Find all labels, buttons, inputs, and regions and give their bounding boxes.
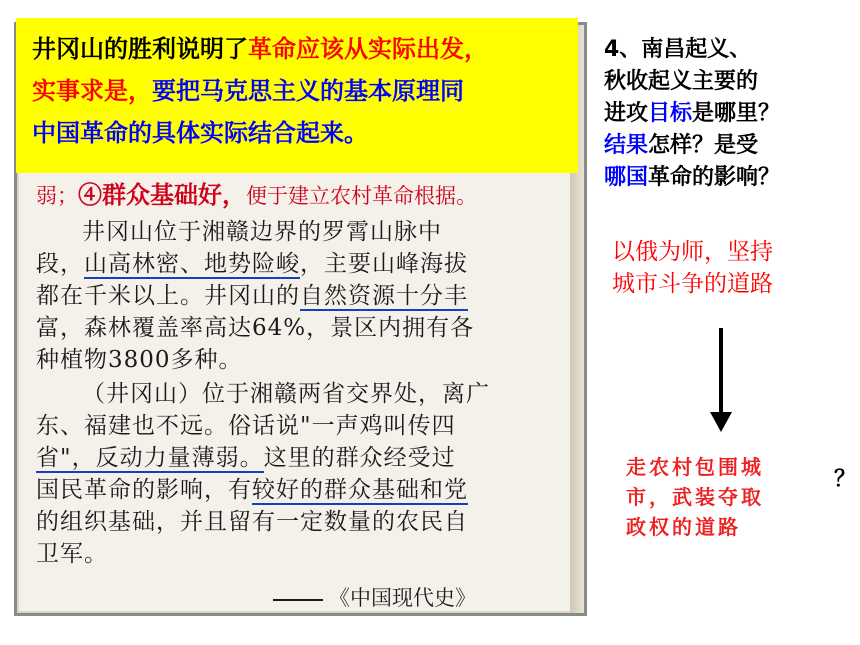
- source-citation: [273, 582, 476, 612]
- keyword-target: 目标: [648, 101, 693, 126]
- underline-terrain: 山高林密、地势险峻: [84, 251, 300, 277]
- snippet-post: 便于建立农村革命根据。: [246, 184, 477, 208]
- para2-line-5: 的组织基础，并且留有一定数量的农民自: [36, 509, 468, 535]
- source-title: 《中国现代史》: [329, 586, 476, 610]
- snippet-pre: 弱；: [36, 184, 78, 208]
- banner-text-2: 革命应该从实际出发，: [248, 35, 488, 63]
- para2-line-1: （井冈山）位于湘赣两省交界处，离广: [82, 381, 490, 407]
- banner-text-5: 中国革命的具体实际结合起来。: [32, 119, 368, 147]
- answer-urban-strategy: [612, 236, 832, 300]
- question-line-5: [604, 162, 854, 194]
- underline-weak-reaction: 反动力量薄弱。: [95, 445, 264, 471]
- question-line-4: [604, 130, 854, 162]
- question-block: [604, 34, 854, 194]
- para1-line-2: [36, 248, 556, 280]
- conclusion-banner: [16, 18, 578, 173]
- citation-dash: [273, 599, 323, 601]
- question-line-3a: 进攻: [604, 101, 649, 126]
- question-line-1: 4、南昌起义、: [604, 37, 752, 62]
- question-line-5b: 革命的影响？: [648, 165, 781, 190]
- keyword-country: 哪国: [604, 165, 649, 190]
- para2-line-4a: 国民革命的影响，有: [36, 477, 252, 503]
- underline-resources: 自然资源十分丰: [300, 283, 468, 309]
- answer1-line-2: 城市斗争的道路: [612, 271, 773, 297]
- answer1-line-1: 以俄为师，坚持: [612, 239, 773, 265]
- para2-line-6: 卫军。: [36, 541, 108, 567]
- snippet-main: ④群众基础好，: [78, 180, 246, 209]
- question-line-2: 秋收起义主要的: [604, 69, 759, 94]
- para1-line-3a: 都在千米以上。井冈山的: [36, 283, 300, 309]
- para1-line-2c: ，主要山峰海拔: [300, 251, 468, 277]
- excerpt-paragraph-1: [36, 216, 556, 376]
- para1-line-1: 井冈山位于湘赣边界的罗霄山脉中: [82, 219, 442, 245]
- answer2-line-1: 走农村包围城: [626, 455, 764, 479]
- para2-line-2: 东、福建也不远。俗话说"一声鸡叫传四: [36, 413, 456, 439]
- answer2-line-3: 政权的道路: [626, 515, 741, 539]
- banner-text-3: 实事求是，: [32, 77, 152, 105]
- answer-rural-strategy: [626, 452, 846, 542]
- question-line-3: [604, 98, 854, 130]
- answer2-line-2: 市，武装夺取: [626, 485, 764, 509]
- down-arrow-icon: [706, 328, 736, 434]
- para2-line-3c: 这里的群众经受过: [263, 445, 456, 471]
- trailing-question-mark: ？: [834, 467, 857, 492]
- para1-line-3: [36, 280, 556, 312]
- handwritten-snippet: [36, 175, 477, 210]
- underline-mass-base: 较好的群众基础和党: [252, 477, 468, 503]
- question-line-3c: 是哪里？: [692, 101, 781, 126]
- para1-line-4: 富，森林覆盖率高达64%，景区内拥有各: [36, 315, 475, 341]
- para2-line-3: [36, 442, 556, 474]
- excerpt-paragraph-2: [36, 378, 556, 570]
- para1-line-2a: 段，: [36, 251, 84, 277]
- keyword-result: 结果: [604, 133, 649, 158]
- banner-text-1: 井冈山的胜利说明了: [32, 35, 248, 63]
- question-line-4b: 怎样？是受: [648, 133, 759, 158]
- para2-line-4: [36, 474, 556, 506]
- para1-line-5: 种植物3800多种。: [36, 347, 243, 373]
- para2-line-3a: 省"，: [36, 445, 96, 471]
- banner-text-4: 要把马克思主义的基本原理同: [152, 77, 464, 105]
